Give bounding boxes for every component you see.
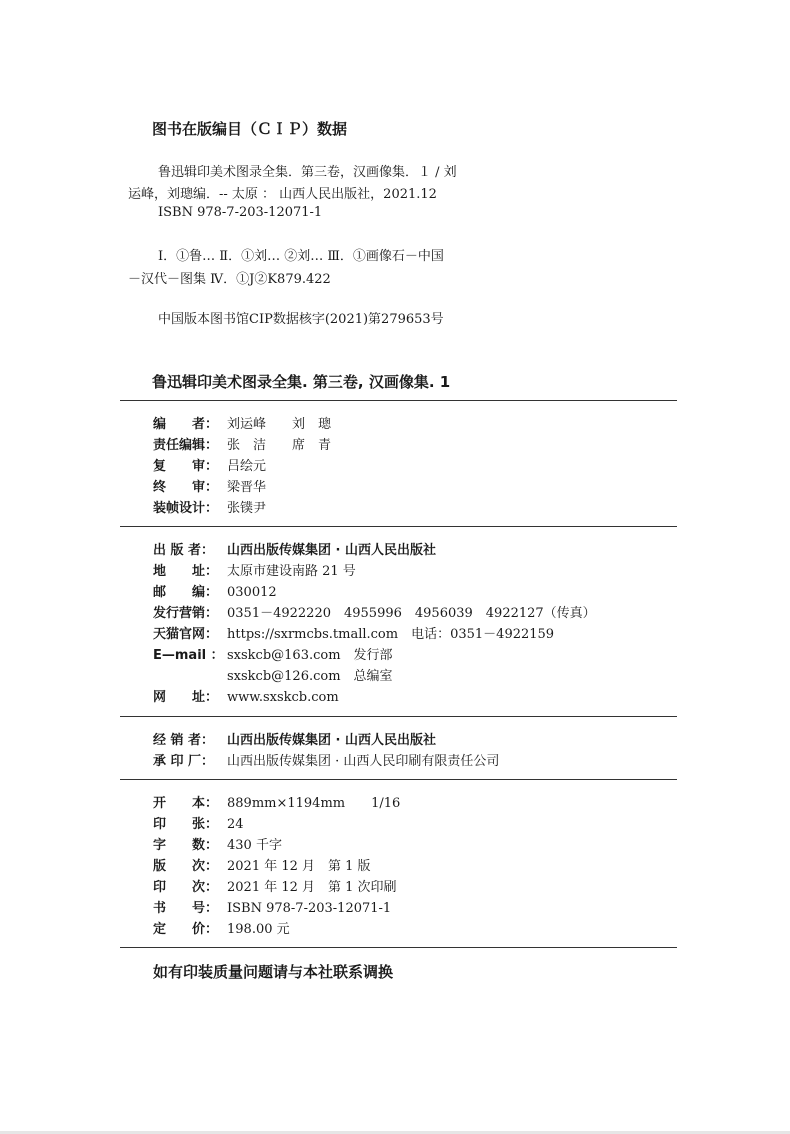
cip-title: 图书在版编目（ＣＩＰ）数据 [152,120,348,138]
credit-label: 复 审： [153,459,219,474]
divider [120,400,677,401]
publisher-value: https://sxrmcbs.tmall.com 电话：0351－4922159 [227,627,555,642]
footer-note: 如有印装质量问题请与本社联系调换 [153,963,394,981]
publisher-row [153,560,356,579]
publisher-label: 邮 编： [153,585,219,600]
book-title: 鲁迅辑印美术图录全集. 第三卷, 汉画像集. 1 [152,373,451,391]
publisher-label: 地 址： [153,564,219,579]
credit-value: 刘运峰 刘 璁 [227,417,332,432]
spec-value: 430 千字 [227,838,282,853]
publisher-value: 030012 [227,585,277,600]
spec-row [153,876,397,895]
publisher-row [153,686,339,705]
spec-value: 889mm×1194mm 1/16 [227,796,401,811]
spec-row [153,918,290,937]
cip-line: Ⅰ．①鲁… Ⅱ．①刘… ②刘… Ⅲ．①画像石－中国 [158,249,444,264]
spec-value: 24 [227,817,244,832]
publisher-value: 太原市建设南路 21 号 [227,564,356,579]
publisher-value: sxskcb@126.com 总编室 [227,669,393,684]
cip-line: 运峰，刘璁编．-- 太原 ： 山西人民出版社，2021.12 [128,187,437,202]
spec-label: 定 价： [153,922,219,937]
cip-line: 中国版本图书馆CIP数据核字(2021)第279653号 [158,312,444,327]
spec-label: 版 次： [153,859,219,874]
credit-value: 张 洁 席 青 [227,438,332,453]
distribution-label: 经 销 者： [153,733,215,748]
publisher-label: 天猫官网： [153,627,219,642]
publisher-row [153,539,436,558]
publisher-value: sxskcb@163.com 发行部 [227,648,393,663]
spec-label: 印 次： [153,880,219,895]
spec-row [153,792,400,811]
credit-row [153,476,266,495]
distribution-value: 山西出版传媒集团 · 山西人民印刷有限责任公司 [227,754,500,769]
divider [120,947,677,948]
publisher-label: E—mail ： [153,648,224,663]
credit-row [153,497,266,516]
spec-value: 198.00 元 [227,922,290,937]
publisher-row [153,644,393,663]
spec-value: 2021 年 12 月 第 1 版 [227,859,371,874]
cip-line: 鲁迅辑印美术图录全集．第三卷，汉画像集．１ / 刘 [158,165,457,180]
credit-row [153,434,331,453]
spec-row [153,897,391,916]
divider [120,779,677,780]
publisher-value: 0351－4922220 4955996 4956039 4922127（传真） [227,606,596,621]
divider [120,716,677,717]
spec-value: ISBN 978-7-203-12071-1 [227,901,392,916]
publisher-row [153,623,554,642]
credit-row [153,413,331,432]
divider [120,526,677,527]
spec-row [153,813,244,832]
cip-line: ISBN 978-7-203-12071-1 [158,205,323,220]
cip-line: －汉代－图集 Ⅳ．①J②K879.422 [128,272,331,287]
distribution-label: 承 印 厂： [153,754,215,769]
credit-value: 张镤尹 [227,501,267,516]
credit-label: 责任编辑： [153,438,219,453]
credit-label: 编 者： [153,417,219,432]
distribution-row [153,750,499,769]
spec-row [153,834,282,853]
distribution-row [153,729,436,748]
spec-label: 印 张： [153,817,219,832]
publisher-value: www.sxskcb.com [227,690,339,705]
publisher-value: 山西出版传媒集团 · 山西人民出版社 [227,543,436,558]
publisher-label: 出 版 者： [153,543,215,558]
spec-label: 书 号： [153,901,219,916]
distribution-value: 山西出版传媒集团 · 山西人民出版社 [227,733,436,748]
spec-label: 开 本： [153,796,219,811]
publisher-label: 网 址： [153,690,219,705]
publisher-label: 发行营销： [153,606,219,621]
credit-value: 梁晋华 [227,480,267,495]
publisher-row [153,581,277,600]
credit-row [153,455,266,474]
credit-value: 吕绘元 [227,459,267,474]
publisher-row [153,602,596,621]
publisher-row [153,665,393,684]
spec-label: 字 数： [153,838,219,853]
credit-label: 终 审： [153,480,219,495]
credit-label: 装帧设计： [153,501,219,516]
spec-value: 2021 年 12 月 第 1 次印刷 [227,880,397,895]
spec-row [153,855,371,874]
